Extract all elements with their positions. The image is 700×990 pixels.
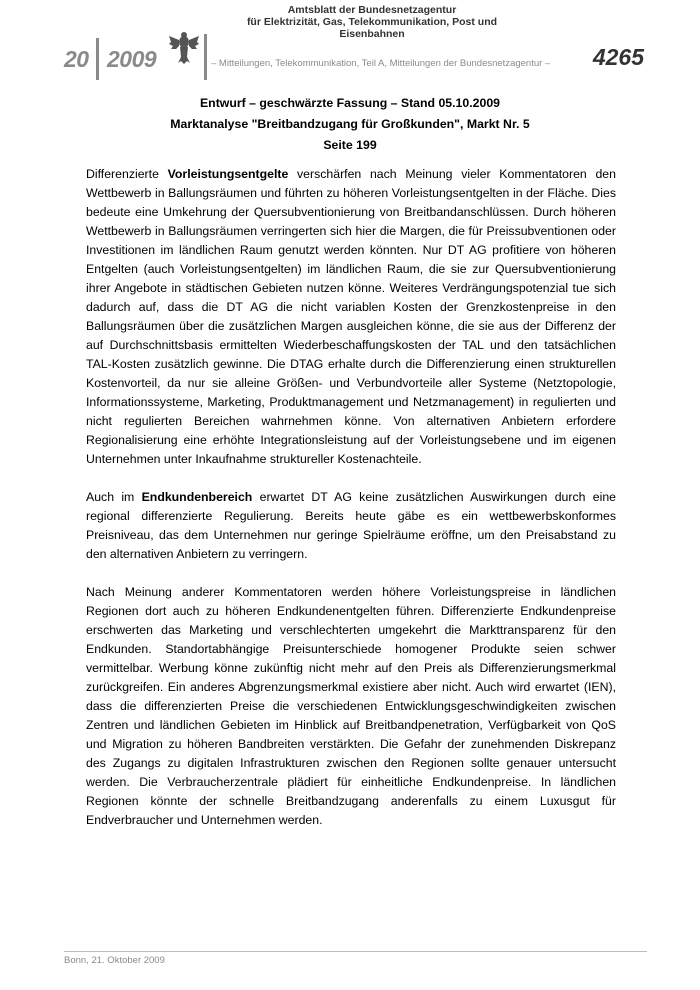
issue-number-value: 20 bbox=[64, 46, 89, 72]
publisher-line-1: Amtsblatt der Bundesnetzagentur bbox=[287, 4, 457, 16]
document-title: Marktanalyse "Breitbandzugang für Großkunden", Markt Nr. 5 bbox=[170, 117, 530, 131]
paragraph bbox=[86, 165, 616, 469]
page-number: 4265 bbox=[592, 44, 644, 70]
federal-eagle-icon bbox=[168, 30, 200, 66]
paragraph-lead: Auch im bbox=[86, 490, 142, 504]
series-subtitle: – Mitteilungen, Telekommunikation, Teil A, Mitteilungen der Bundesnetzagentur – bbox=[211, 58, 551, 69]
paragraph-lead: Differenzierte bbox=[86, 167, 168, 181]
issue-year-value: 2009 bbox=[107, 46, 157, 72]
document-header bbox=[0, 93, 700, 156]
document-page: Seite 199 bbox=[323, 138, 377, 152]
paragraph bbox=[86, 583, 616, 830]
document-status: Entwurf – geschwärzte Fassung – Stand 05.10.2009 bbox=[199, 96, 501, 110]
paragraph-keyword: Vorleistungsentgelte bbox=[167, 167, 289, 181]
paragraph-text: verschärfen nach Meinung vieler Kommentatoren den Wettbewerb in Ballungsräumen und führten zu höheren Vorleistungsentgelten in der Fläche. Dies bedeute eine Umkehrung der Quersubventionierung von Breitbandanschlüssen. Durch höheren Wettbewerb in Ballungsräumen verringerten sich hier die Margen, die für Preissubventionen oder Investitionen im ländlichen Raum genutzt werden könnten. Nur DT AG profitiere von höheren Entgelten (auch Vorleistungsentgelten) im ländlichen Raum, die sie zur Quersubventionierung ihrer Angebote in städtischen Gebieten nutzen könne. Weiteres Verdrängungspotenzial tue sich dadurch auf, dass die DT AG die nicht variablen Kosten der Grenzkostenpreise in den Ballungsräumen über die zusätzlichen Margen ausgleichen könne, die sie aus der Differenz der auf Durchschnittsbasis ermittelten Wiederbeschaffungskosten der TAL und den tatsächlichen TAL-Kosten zusätzlich gewinne. Die DTAG erhalte durch die Differenzierung einen strukturellen Kostenvorteil, da nur sie alleine Größen- und Verbundvorteile aller Systeme (Netztopologie, Informationssysteme, Marketing, Produktmanagement und Netzmanagement) in regulierten und nicht regulierten Bereichen wahrnehmen könne. Von alternativen Anbietern erfordere Regionalisierung eine erhöhte Integrationsleistung auf der Vorleistungsebene und im eigenen Unternehmen unter Inkaufnahme struktureller Kostenachteile. bbox=[86, 167, 616, 466]
issue-divider bbox=[96, 38, 99, 80]
paragraph-keyword: Endkundenbereich bbox=[141, 490, 253, 504]
publisher-title bbox=[222, 4, 522, 40]
header-divider bbox=[204, 34, 207, 80]
paragraph-text: Nach Meinung anderer Kommentatoren werden höhere Vorleistungspreise in ländlichen Regionen dort auch zu höheren Endkundenentgelten führen. Differenzierte Endkundenpreise erschwerten das Marketing und verschlechterten umgekehrt die Markttransparenz für den Endkunden. Standortabhängige Preisunterschiede homogener Produkte seien schwer vermittelbar. Werbung könne zukünftig nicht mehr auf den Preis als Differenzierungsmerkmal zurückgreifen. Ein anderes Abgrenzungsmerkmal existiere aber nicht. Auch wird erwartet (IEN), dass die differenzierten Preise die verschiedenen Entwicklungsgeschwindigkeiten zwischen Zentren und ländlichen Gebieten im Hinblick auf Breitbandpenetration, Verfügbarkeit von QoS und Migration zu höheren Bandbreiten verstärkten. Die Gefahr der zunehmenden Diskrepanz des Zugangs zu digitalen Infrastrukturen zwischen den Regionen sollte genauer untersucht werden. Die Verbraucherzentrale plädiert für einheitliche Endkundenpreise. In ländlichen Regionen könnte der schnelle Breitbandzugang anderenfalls zu einem Luxusgut für Endverbraucher und Unternehmen werden. bbox=[86, 585, 616, 827]
publisher-line-2: für Elektrizität, Gas, Telekommunikation, Post und Eisenbahnen bbox=[246, 16, 498, 40]
footer-divider bbox=[64, 951, 647, 952]
paragraph-text: erwartet DT AG keine zusätzlichen Auswirkungen durch eine regional differenzierte Regulierung. Bereits heute gäbe es ein wettbewerbskonformes Preisniveau, das dem Unternehmen nur geringe Spielräume eröffne, um den Preisabstand zu den alternativen Anbietern zu verringern. bbox=[86, 490, 616, 561]
body-text bbox=[86, 165, 616, 849]
footer-date: Bonn, 21. Oktober 2009 bbox=[64, 955, 165, 966]
paragraph bbox=[86, 488, 616, 564]
